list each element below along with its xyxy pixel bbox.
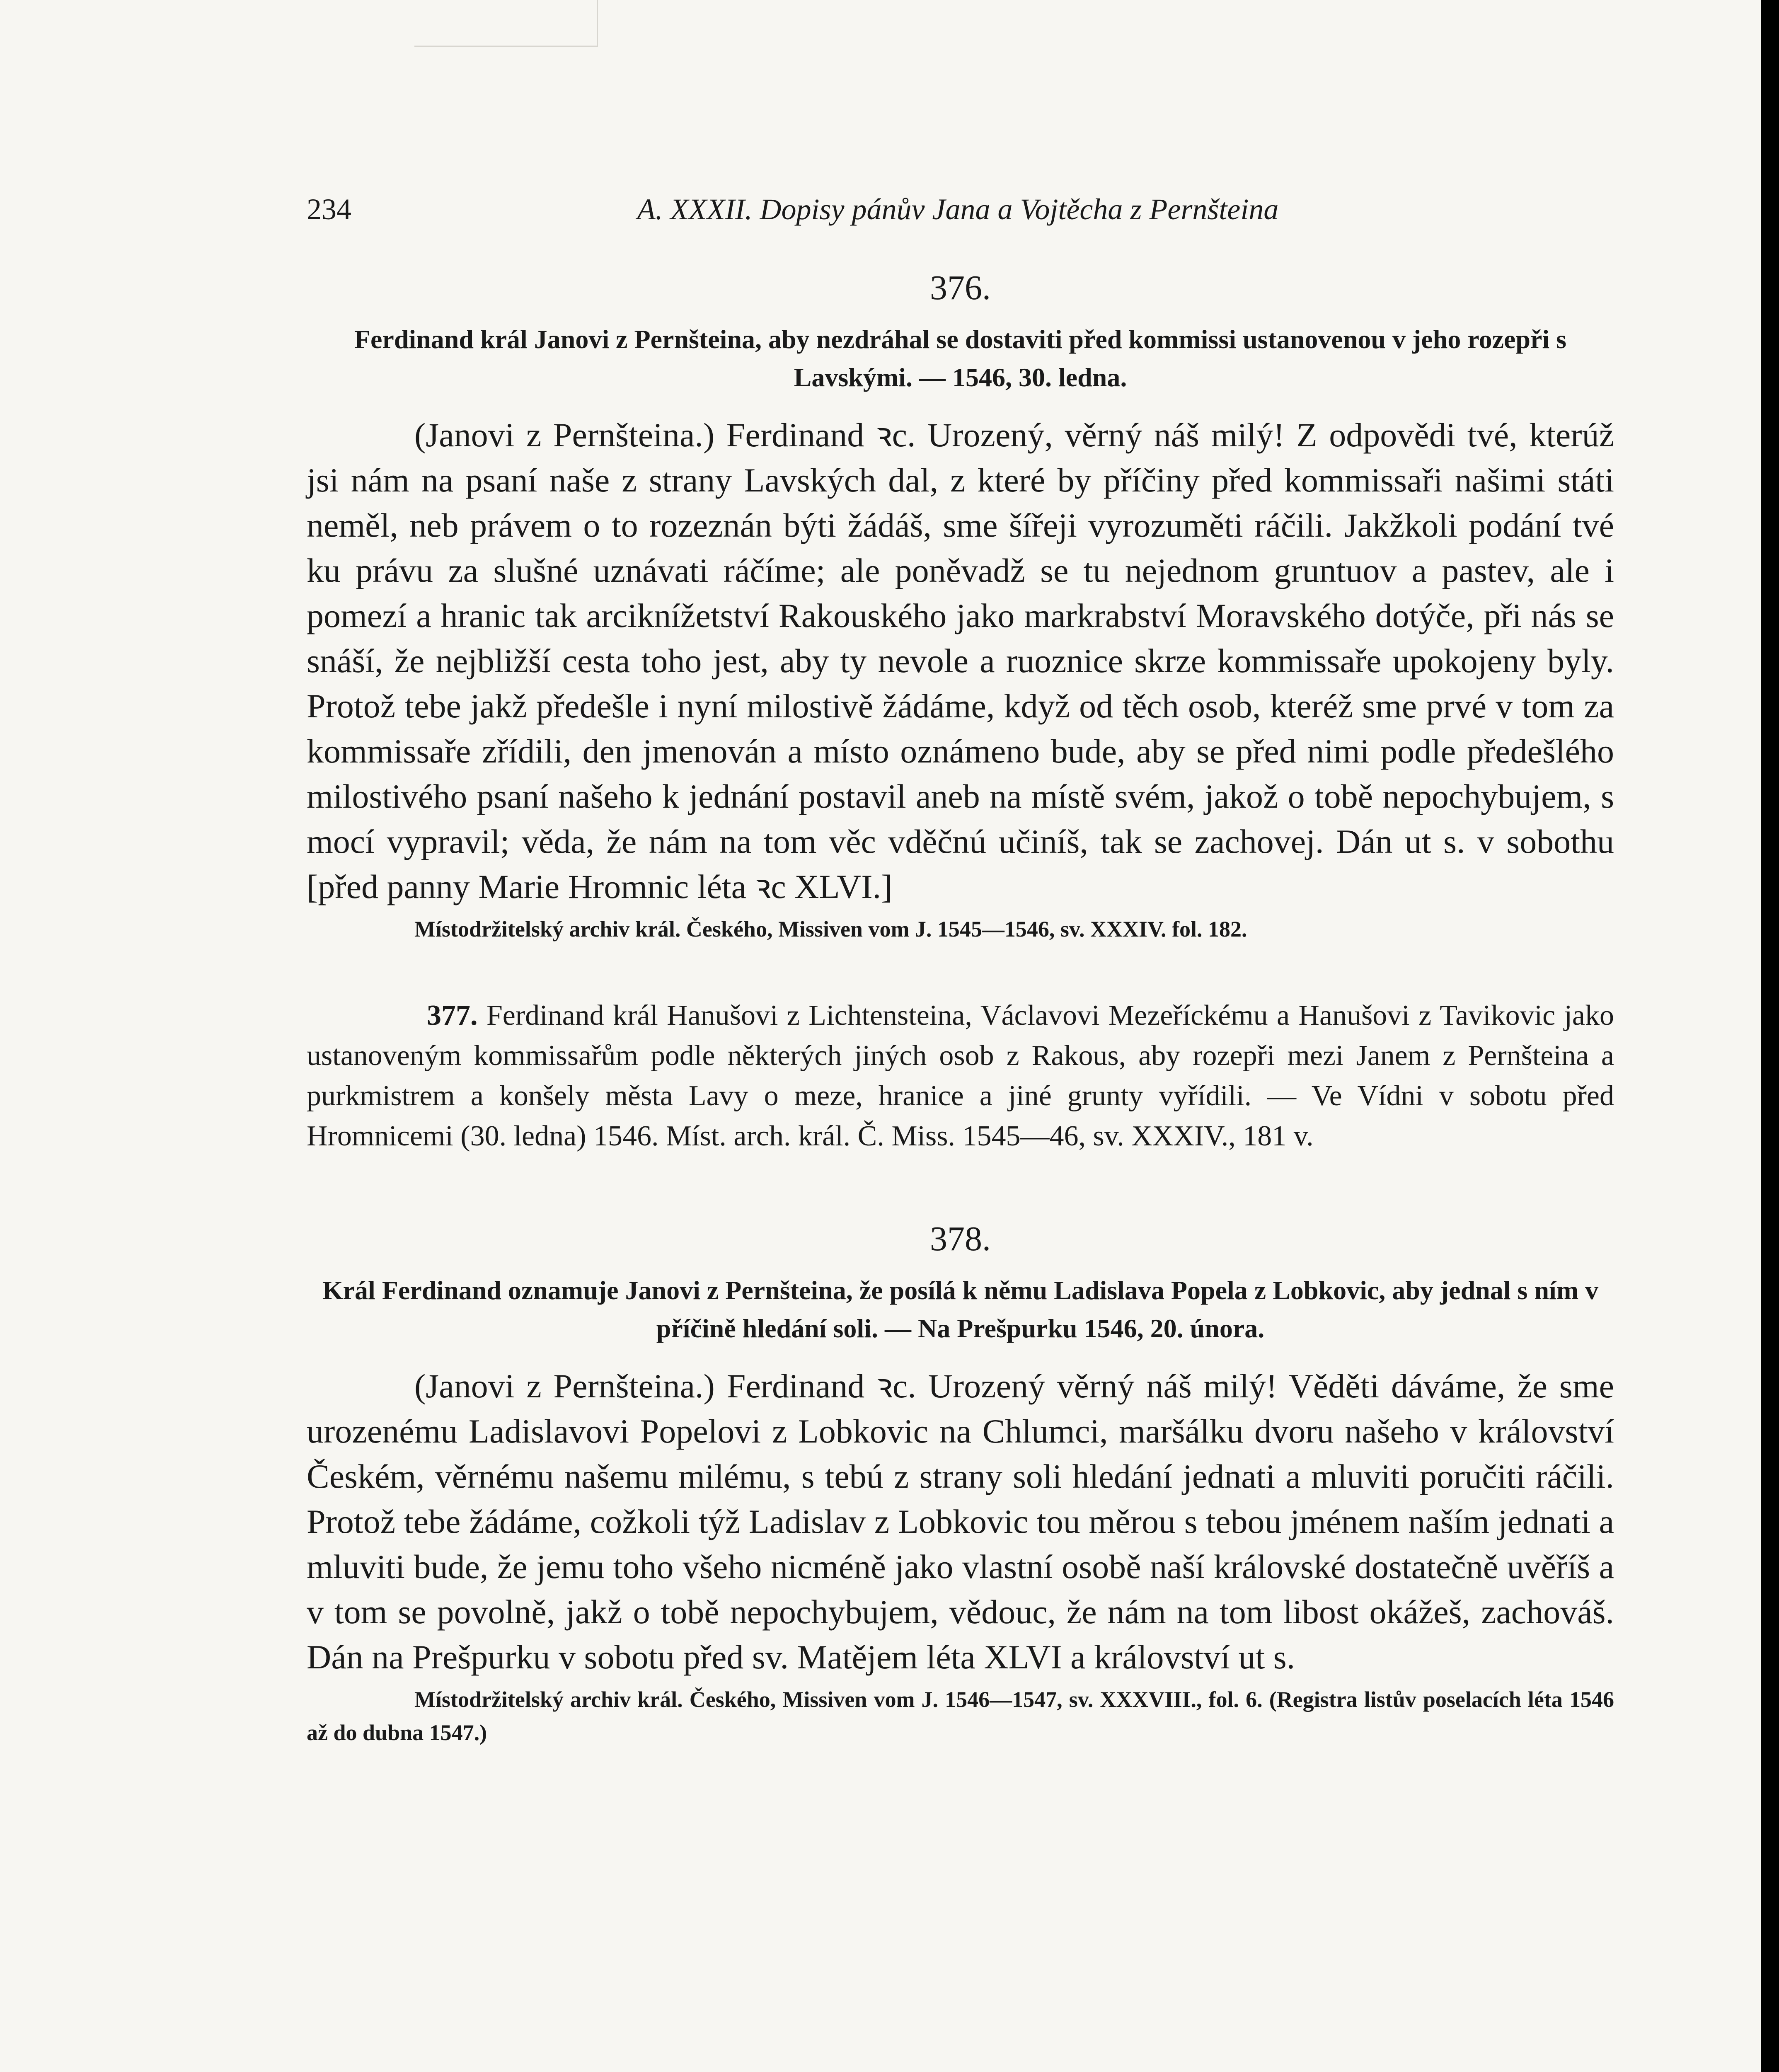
- scan-border: [1761, 0, 1779, 2072]
- entry-number: 378.: [930, 1220, 991, 1258]
- entry-regest: Ferdinand král Janovi z Pernšteina, aby nezdráhal se dostaviti před kommissi ustanovenou v jeho rozepři s Lavskými. — 1546, 30. ledna.: [354, 324, 1567, 392]
- entry-number: 377.: [427, 1000, 478, 1031]
- entry-regest: Král Ferdinand oznamuje Janovi z Pernšteina, že posílá k němu Ladislava Popela z Lobkovic, aby jednal s ním v příčině hledání soli. — Na Prešpurku 1546, 20. února.: [322, 1276, 1599, 1343]
- entry-number: 376.: [930, 269, 991, 307]
- entry-text: (Janovi z Pernšteina.) Ferdinand ꝛc. Urozený věrný náš milý! Věděti dáváme, že sme urozenému Ladislavovi Popelovi z Lobkovic na Chlumci, maršálku dvoru našeho v království Českém, věrnému našemu milému, s tebú z strany soli hledání jednati a mluviti poručiti ráčili. Protož tebe žádáme, cožkoli týž Ladislav z Lobkovic tou měrou s tebou jménem naším jednati a mluviti bude, že jemu toho všeho nicméně jako vlastní osobě naší královské dostatečně uvěříš a v tom se povolně, jakž o tobě nepochybujem, vědouc, že nám na tom libost okážeš, zachováš. Dán na Prešpurku v sobotu před sv. Matějem léta XLVI a království ut s.: [307, 1367, 1614, 1676]
- entry-text: (Janovi z Pernšteina.) Ferdinand ꝛc. Urozený, věrný náš milý! Z odpovědi tvé, kterúž jsi nám na psaní naše z strany Lavských dal, z které by příčiny před kommissaři našimi státi neměl, neb právem o to rozeznán býti žádáš, sme šířeji vyrozuměti ráčili. Jakžkoli podání tvé ku právu za slušné uznávati ráčíme; ale poněvadž se tu nejednom gruntuov a pastev, ale i pomezí a hranic tak arciknížetství Rakouského jako markrabství Moravského dotýče, při nás se snáší, že nejbližší cesta toho jest, aby ty nevole a ruoznice skrze kommissaře upokojeny byly. Protož tebe jakž předešle i nyní milostivě žádáme, když od těch osob, kteréž sme prvé v tom za kommissaře zřídili, den jmenován a místo oznámeno bude, aby se před nimi podle předešlého milostivého psaní našeho k jednání postavil aneb na místě svém, jakož o tobě nepochybujem, s mocí vypravil; věda, že nám na tom věc vděčnú učiníš, tak se zachovej. Dán ut s. v sobothu [před panny Marie Hromnic léta ꝛc XLVI.]: [307, 416, 1614, 905]
- page-content: [307, 191, 1614, 1749]
- entry-source: Místodržitelský archiv král. Českého, Missiven vom J. 1545—1546, sv. XXXIV. fol. 182.: [414, 917, 1247, 942]
- entry-text: Ferdinand král Hanušovi z Lichtensteina, Václavovi Mezeříckému a Hanušovi z Tavikovic jako ustanoveným kommissařům podle některých jiných osob z Rakous, aby rozepři mezi Janem z Pernšteina a purkmistrem a konšely města Lavy o meze, hranice a jiné grunty vyřídili. — Ve Vídni v sobotu před Hromnicemi (30. ledna) 1546. Míst. arch. král. Č. Miss. 1545—46, sv. XXXIV., 181 v.: [307, 1000, 1614, 1152]
- scan-artifact: [414, 0, 598, 47]
- short-entry: [307, 995, 1614, 1156]
- running-head: [307, 191, 1614, 228]
- page-number: 234: [307, 193, 351, 226]
- entry-source: Místodržitelský archiv král. Českého, Missiven vom J. 1546—1547, sv. XXXVIII., fol. 6. (Registra listův poselacích léta 1546 až do dubna 1547.): [307, 1687, 1614, 1745]
- running-title: A. XXXII. Dopisy pánův Jana a Vojtěcha z Pernšteina: [637, 193, 1279, 226]
